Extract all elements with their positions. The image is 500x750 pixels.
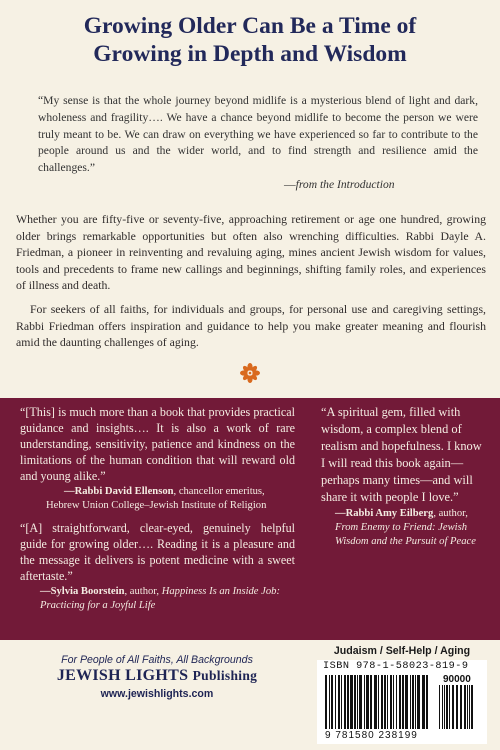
intro-quote-source-text: from the Introduction <box>295 177 395 191</box>
barcode-bar <box>366 675 369 729</box>
barcode-bar <box>399 675 401 729</box>
praise-author-affiliation: Hebrew Union College–Jewish Institute of Religion <box>46 500 267 511</box>
praise-quote-text: “A spiritual gem, filled with wisdom, a complex blend of realism and hopefulness. I know I will read this book again—perhaps many times—and will share it with people I love.” <box>321 405 482 504</box>
barcode-bar <box>338 675 340 729</box>
praise-attribution <box>321 507 485 549</box>
price-code: 90000 <box>443 674 471 685</box>
description-paragraph-1: Whether you are fifty-five or seventy-five, approaching retirement or age one hundred, growing older brings remarkable opportunities but often also wrenching difficulties. Rabbi Dayle A. Friedman, a pioneer in reinventing and revaluing aging, mines ancient Jewish wisdom for values, tools and precedents to frame new callings and beginnings, shifting family roles, and experiences of illness and death. <box>16 212 486 293</box>
barcode-bar <box>374 675 377 729</box>
isbn-number: ISBN 978-1-58023-819-9 <box>323 661 469 672</box>
title-line-1: Growing Older Can Be a Time of <box>83 13 417 39</box>
barcode-bar <box>405 675 408 729</box>
barcode-bar <box>344 675 346 729</box>
intro-quote-dash: — <box>284 177 296 191</box>
praise-attribution <box>20 485 295 499</box>
barcode-bar <box>415 675 416 729</box>
barcode-addon-bar <box>456 685 458 729</box>
praise-book-title: Happiness Is an Inside Job: Practicing for a Joyful Life <box>40 586 280 611</box>
praise-quote-text: “[A] straightforward, clear-eyed, genuinely helpful guide for growing older…. Reading it is a pleasure and the message it delivers is potent medicine with a sweet aftertaste.” <box>20 521 295 583</box>
barcode-addon-bar <box>464 685 466 729</box>
barcode-bar <box>341 675 342 729</box>
barcode-bar <box>359 675 362 729</box>
barcode-addon-bar <box>452 685 454 729</box>
barcode-bar <box>331 675 333 729</box>
barcode-bar <box>390 675 392 729</box>
barcode-bar <box>364 675 365 729</box>
barcode-bar <box>370 675 372 729</box>
publisher-url: www.jewishlights.com <box>100 688 214 700</box>
category-label: Judaism / Self-Help / Aging <box>333 645 471 657</box>
barcode-bar <box>347 675 349 729</box>
barcode-addon-bar <box>446 685 448 729</box>
praise-author-role: , author, <box>124 586 162 597</box>
barcode-bar <box>387 675 388 729</box>
barcode-bar <box>357 675 358 729</box>
description <box>16 211 486 358</box>
barcode-panel <box>317 660 487 744</box>
barcode-addon-bar <box>467 685 468 729</box>
praise-author-role: , author, <box>433 508 468 519</box>
barcode-bar <box>329 675 330 729</box>
publisher-name <box>52 667 262 685</box>
barcode-bar <box>335 675 336 729</box>
barcode-bar <box>393 675 394 729</box>
barcode-addon-bar <box>444 685 445 729</box>
praise-author-name: —Rabbi David Ellenson <box>64 486 174 497</box>
barcode-bar <box>422 675 425 729</box>
praise-quote-boorstein <box>20 520 295 613</box>
barcode-addon-bar <box>449 685 450 729</box>
description-paragraph-2: For seekers of all faiths, for individuals and groups, for personal use and caregiving settings, Rabbi Friedman offers inspiration and guidance to help you make greater meaning and flourish amid the daunting challenges of aging. <box>16 301 486 350</box>
publisher-name-main: JEWISH LIGHTS <box>56 667 189 684</box>
barcode-bar <box>426 675 428 729</box>
ean-number: 9 781580 238199 <box>325 730 418 741</box>
publisher-name-suffix: Publishing <box>192 668 258 683</box>
barcode-bar <box>350 675 353 729</box>
barcode-bar <box>412 675 414 729</box>
praise-book-title: From Enemy to Friend: Jewish Wisdom and the Pursuit of Peace <box>335 522 476 547</box>
barcode-bar <box>410 675 411 729</box>
intro-quote-source <box>38 177 478 194</box>
publisher-tagline: For People of All Faiths, All Backgrounds <box>61 654 253 666</box>
barcode-addon-bar <box>442 685 443 729</box>
barcode-bar <box>396 675 397 729</box>
praise-author-name: —Sylvia Boorstein <box>40 586 125 597</box>
praise-quote-eilberg <box>321 404 485 549</box>
barcode-bar <box>417 675 420 729</box>
barcode-addon-bar <box>460 685 462 729</box>
praise-author-role: , chancellor emeritus, <box>173 486 265 497</box>
barcode-bar <box>354 675 356 729</box>
barcode-addon-bar <box>469 685 470 729</box>
barcode-bar <box>384 675 386 729</box>
barcode-bar <box>381 675 383 729</box>
praise-quote-text: “[This] is much more than a book that provides practical guidance and insights…. It is also a work of rare understanding, sensitivity, patience and kindness on the limitations of the human condition that will reward old and young alike.” <box>20 405 295 483</box>
praise-quote-ellenson <box>20 404 295 513</box>
barcode-bar <box>378 675 379 729</box>
title-line-2: Growing in Depth and Wisdom <box>93 41 407 67</box>
intro-quote <box>38 93 478 194</box>
cover-title <box>0 12 500 68</box>
praise-author-name: —Rabbi Amy Eilberg <box>335 508 434 519</box>
barcode-bar <box>325 675 327 729</box>
flower-ornament-icon <box>239 362 261 384</box>
barcode-bar <box>402 675 404 729</box>
intro-quote-text: “My sense is that the whole journey beyond midlife is a mysterious blend of light and dark, wholeness and fragility…. We have a chance beyond midlife to become the person we were truly meant to be. We can draw on everything we have experienced so far to contribute to the people around us and the wider world, and to find strength and resilience amid the challenges.” <box>38 94 478 175</box>
barcode-addon-bar <box>439 685 440 729</box>
barcode-icon <box>325 675 475 731</box>
praise-attribution <box>20 585 295 613</box>
barcode-addon-bar <box>471 685 473 729</box>
